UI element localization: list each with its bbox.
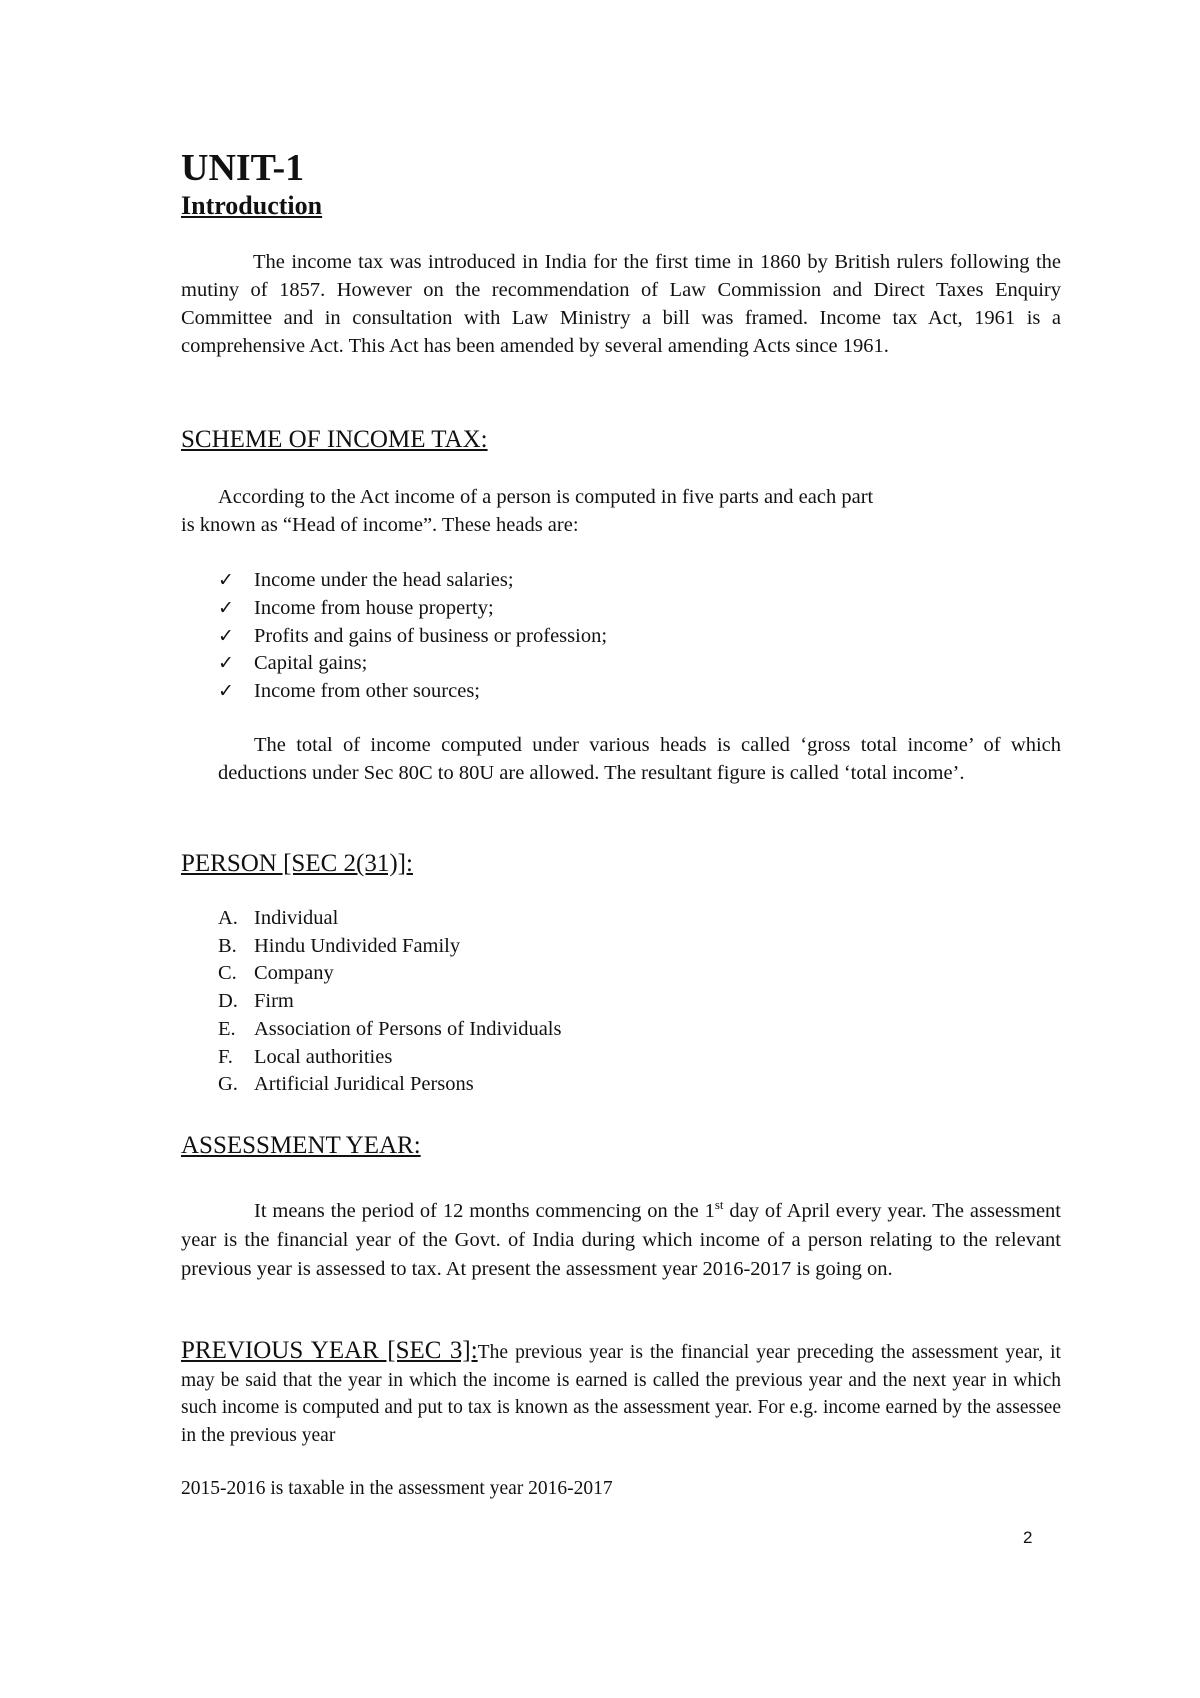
check-icon: ✓ (218, 596, 234, 619)
person-label: Local authorities (254, 1045, 393, 1068)
list-item (218, 1071, 561, 1099)
previous-year-heading: PREVIOUS YEAR [SEC 3]: (181, 1337, 478, 1364)
list-marker: C. (218, 962, 237, 985)
list-item (218, 1016, 561, 1044)
assessment-year-heading: ASSESSMENT YEAR: (181, 1132, 421, 1159)
list-marker: B. (218, 934, 237, 957)
assessment-text-start: It means the period of 12 months commencing on the 1 (254, 1200, 715, 1222)
heads-of-income-list (218, 567, 607, 706)
person-heading: PERSON [SEC 2(31)]: (181, 850, 413, 877)
list-item (218, 650, 607, 678)
head-label: Capital gains; (254, 652, 368, 675)
list-marker: A. (218, 907, 238, 929)
page-number: 2 (1023, 1528, 1033, 1547)
introduction-paragraph: The income tax was introduced in India for the first time in 1860 by British rulers following the mutiny of 1857. However on the recommendation of Law Commission and Direct Taxes Enquiry Committee and in consultation with Law Ministry a bill was framed. Income tax Act, 1961 is a comprehensive Act. This Act has been amended by several amending Acts since 1961. (181, 251, 1061, 357)
head-label: Profits and gains of business or profession; (254, 624, 608, 647)
list-marker: E. (218, 1017, 236, 1040)
gross-total-income-paragraph: The total of income computed under various heads is called ‘gross total income’ of which deductions under Sec 80C to 80U are allowed. The resultant figure is called ‘total income’. (218, 734, 1061, 784)
list-item (218, 960, 561, 988)
head-label: Income from other sources; (254, 680, 480, 703)
introduction-heading: Introduction (181, 191, 323, 220)
list-item (218, 595, 607, 623)
list-item (218, 933, 561, 961)
head-label: Income from house property; (254, 596, 494, 619)
scheme-intro-line-2: is known as “Head of income”. These heads are: (181, 514, 579, 536)
previous-year-last-line: 2015-2016 is taxable in the assessment year 2016-2017 (181, 1478, 613, 1499)
person-label: Association of Persons of Individuals (254, 1017, 562, 1040)
list-marker: D. (218, 990, 238, 1013)
list-marker: G. (218, 1073, 238, 1096)
previous-year-paragraph (181, 1337, 1061, 1449)
list-item (218, 567, 607, 595)
list-item (218, 988, 561, 1016)
head-label: Income under the head salaries; (254, 569, 514, 591)
person-label: Individual (254, 907, 339, 929)
check-icon: ✓ (218, 680, 234, 703)
list-item (218, 905, 561, 933)
previous-year-text: The previous year is the financial year preceding the assessment year, it may be said that the year in which the income is earned is called the previous year and the next year in which such income is computed and put to tax is known as the assessment year. For e.g. income earned by the assessee in the previous year (181, 1342, 1061, 1446)
scheme-intro-line-1: According to the Act income of a person is computed in five parts and each part (218, 486, 874, 508)
person-label: Firm (254, 990, 294, 1013)
list-item (218, 1044, 561, 1072)
assessment-text-end: day of April every year. The assessment year is the financial year of the Govt. of India during which income of a person relating to the relevant previous year is assessed to tax. At present the assessment year 2016-2017 is going on. (181, 1200, 1061, 1280)
list-item (218, 623, 607, 651)
person-label: Company (254, 962, 334, 985)
check-icon: ✓ (218, 652, 234, 675)
person-list (218, 905, 561, 1099)
unit-title: UNIT-1 (181, 147, 305, 189)
list-marker: F. (218, 1045, 233, 1068)
person-label: Hindu Undivided Family (254, 934, 461, 957)
scheme-heading: SCHEME OF INCOME TAX: (181, 426, 488, 453)
superscript-st: st (714, 1197, 724, 1213)
assessment-year-paragraph (181, 1197, 1061, 1284)
check-icon: ✓ (218, 569, 234, 591)
person-label: Artificial Juridical Persons (254, 1073, 474, 1096)
check-icon: ✓ (218, 624, 234, 647)
list-item (218, 678, 607, 706)
